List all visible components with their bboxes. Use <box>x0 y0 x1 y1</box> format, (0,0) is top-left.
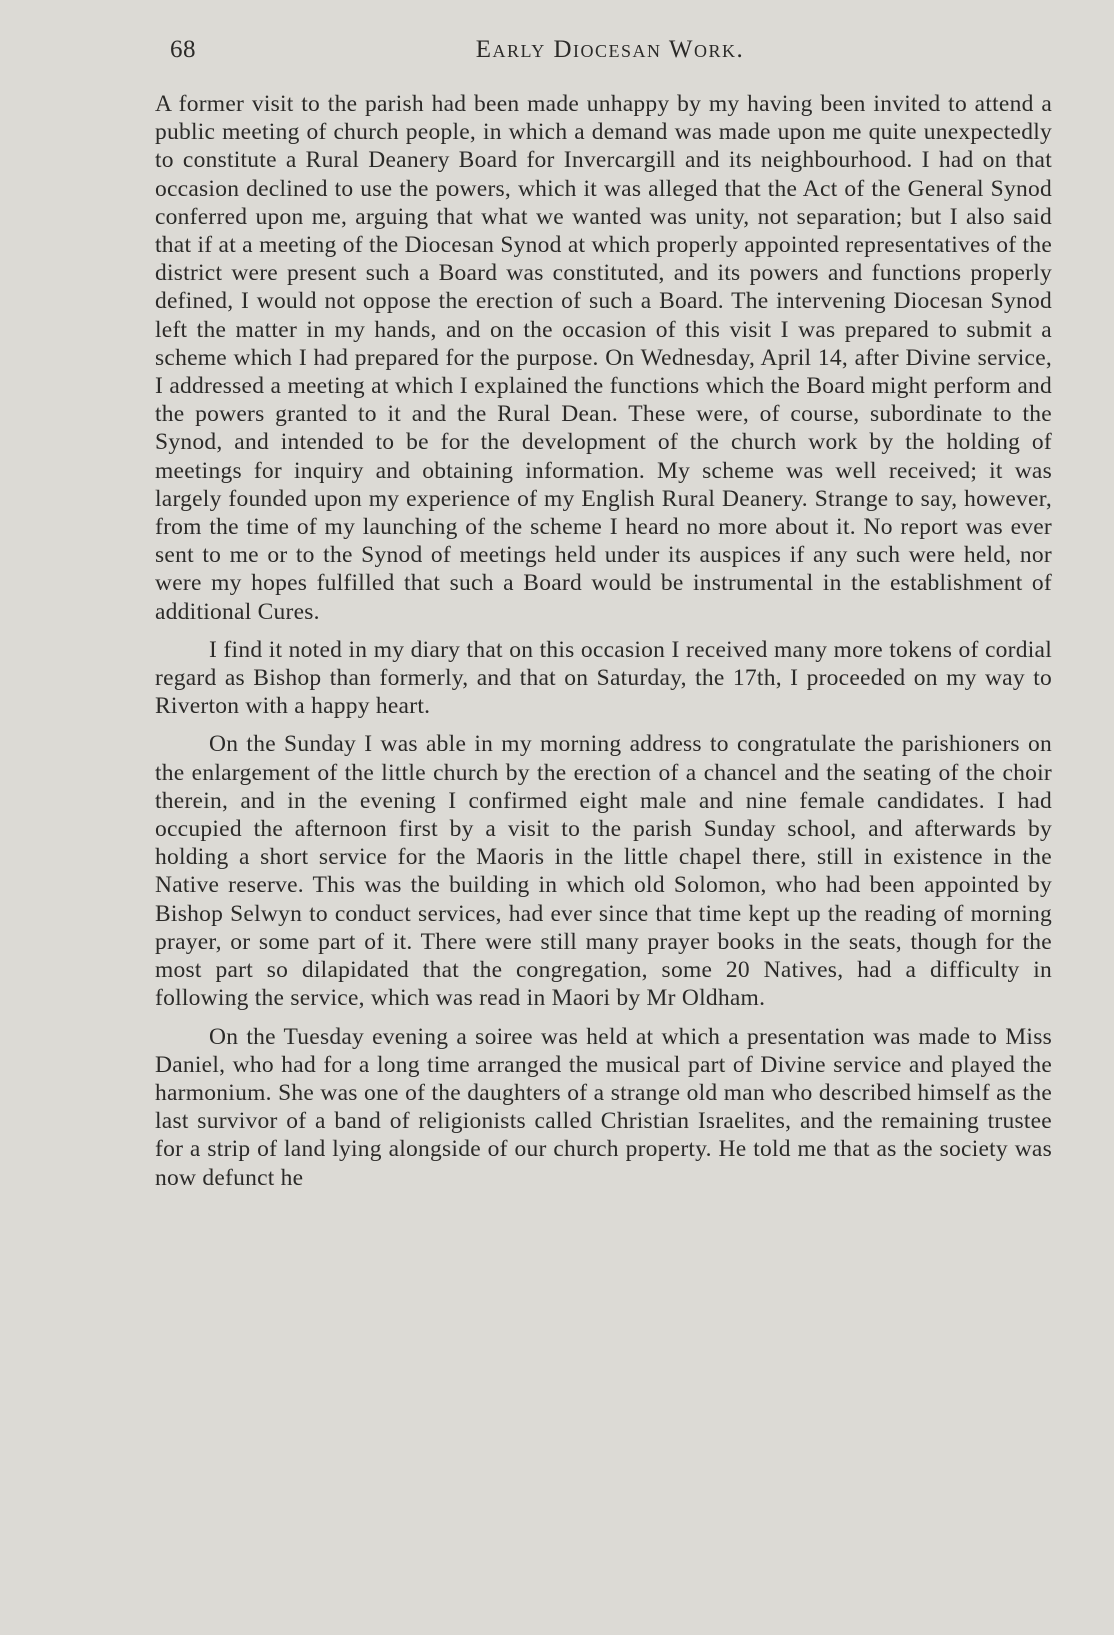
running-title: Early Diocesan Work. <box>475 36 745 63</box>
paragraph-2: I find it noted in my diary that on this occasion I received many more tokens of cordial regard as Bishop than formerly, and that on Saturday, the 17th, I proceeded on my way to Riverton with a happy heart. <box>155 636 1052 720</box>
paragraph-4: On the Tuesday evening a soiree was held at which a presentation was made to Miss Daniel, who had for a long time arranged the musical part of Divine service and played the harmonium. She was one of the daughters of a strange old man who described himself as the last survivor of a band of religionists called Christian Israelites, and the remaining trustee for a strip of land lying alongside of our church property. He told me that as the society was now defunct he <box>155 1023 1052 1191</box>
paragraph-3: On the Sunday I was able in my morning address to congratulate the parishioners on the enlargement of the little church by the erection of a chancel and the seating of the choir therein, and in the evening I confirmed eight male and nine female candidates. I had occupied the afternoon first by a visit to the parish Sunday school, and afterwards by holding a short service for the Maoris in the little chapel there, still in existence in the Native reserve. This was the building in which old Solomon, who had been appointed by Bishop Selwyn to conduct services, had ever since that time kept up the reading of morning prayer, or some part of it. There were still many prayer books in the seats, though for the most part so dilapidated that the congregation, some 20 Natives, had a difficulty in following the service, which was read in Maori by Mr Oldham. <box>155 731 1052 1012</box>
running-head <box>170 30 1050 66</box>
page-number: 68 <box>170 36 196 63</box>
paragraph-1: A former visit to the parish had been made unhappy by my having been invited to attend a public meeting of church people, in which a demand was made upon me quite unexpectedly to constitute a Rural Deanery Board for Invercargill and its neighbourhood. I had on that occasion declined to use the powers, which it was alleged that the Act of the General Synod conferred upon me, arguing that what we wanted was unity, not separation; but I also said that if at a meeting of the Diocesan Synod at which properly appointed representatives of the district were present such a Board was constituted, and its powers and functions properly defined, I would not oppose the erection of such a Board. The intervening Diocesan Synod left the matter in my hands, and on the occasion of this visit I was prepared to submit a scheme which I had prepared for the purpose. On Wednesday, April 14, after Divine service, I addressed a meeting at which I explained the functions which the Board might perform and the powers granted to it and the Rural Dean. These were, of course, subordinate to the Synod, and intended to be for the development of the church work by the holding of meetings for inquiry and obtaining information. My scheme was well received; it was largely founded upon my experience of my English Rural Deanery. Strange to say, however, from the time of my launching of the scheme I heard no more about it. No report was ever sent to me or to the Synod of meetings held under its auspices if any such were held, nor were my hopes fulfilled that such a Board would be instrumental in the establishment of additional Cures. <box>155 91 1052 625</box>
body-text <box>155 90 1052 1202</box>
